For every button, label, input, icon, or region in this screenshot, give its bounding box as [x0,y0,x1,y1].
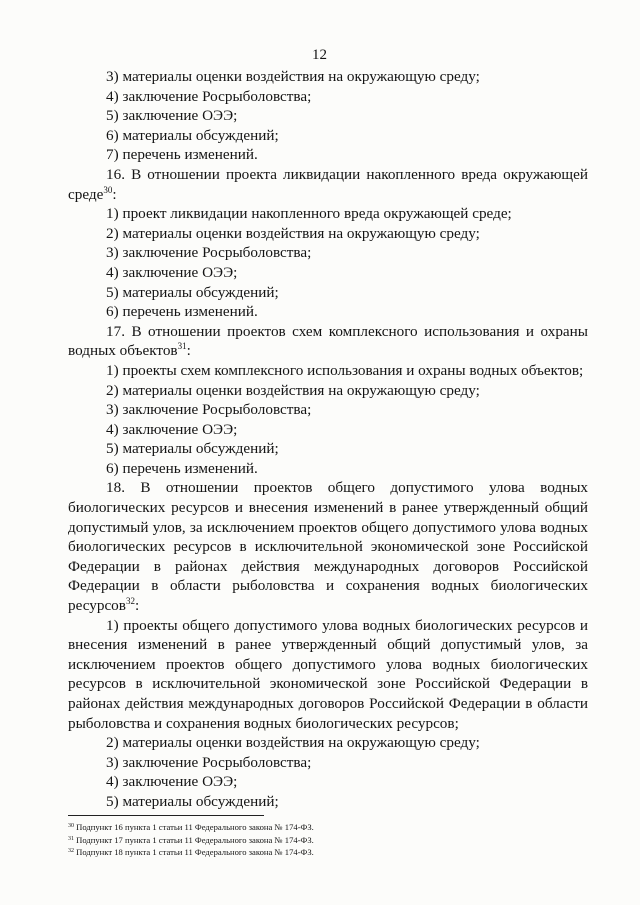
list-item: 3) заключение Росрыболовства; [106,244,312,262]
list-item: 5) материалы обсуждений; [106,440,279,458]
list-item: 4) заключение ОЭЭ; [106,420,238,438]
list-item: 2) материалы оценки воздействия на окружающую среду; [106,224,480,242]
clause-16: 16. В отношении проекта ликвидации накопленного вреда окружающей среде$^{30}$: [68,165,588,203]
footnote: $^{30}$ Подпункт 16 пункта 1 статьи 11 Федерального закона № 174-ФЗ. [68,822,314,832]
list-item: 1) проект ликвидации накопленного вреда окружающей среде; [106,205,512,223]
list-item: 1) проекты общего допустимого улова водных биологических ресурсов и внесения изменений в ранее утвержденный общий допустимый улов, за исключением проектов общего допустимого улова водных биологических ресурсов в исключительной экономической зоне Российской Федерации в районах действия международных договоров Российской Федерации в области рыболовства и сохранения водных биологических ресурсов; [68,616,588,732]
footnote-ref-30: 30 [103,184,113,195]
list-item: 2) материалы оценки воздействия на окружающую среду; [106,381,480,399]
list-item: 2) материалы оценки воздействия на окружающую среду; [106,734,480,752]
footnote: $^{32}$ Подпункт 18 пункта 1 статьи 11 Федерального закона № 174-ФЗ. [68,847,314,858]
footnotes [68,821,314,859]
list-item: 4) заключение ОЭЭ; [106,773,238,791]
list-item: 6) перечень изменений. [106,459,258,477]
document-body [68,67,588,812]
clause-18: 18. В отношении проектов общего допустимого улова водных биологических ресурсов и внесения изменений в ранее утвержденный общий допустимый улов, за исключением проектов общего допустимого улова водных биологических ресурсов в исключительной экономической зоне Российской Федерации в районах действия международных договоров Российской Федерации в области рыболовства и сохранения водных биологических ресурсов$^{32}$: [68,479,588,615]
list-item: 4) заключение Росрыболовства; [106,87,312,105]
list-item: 5) материалы обсуждений; [106,283,279,301]
list-item: 7) перечень изменений. [106,146,258,164]
footnote: $^{31}$ Подпункт 17 пункта 1 статьи 11 Федерального закона № 174-ФЗ. [68,834,314,845]
footnote-ref-32: 32 [125,596,135,607]
list-item: 3) материалы оценки воздействия на окружающую среду; [106,68,480,85]
clause-17: 17. В отношении проектов схем комплексного использования и охраны водных объектов$^{31}$: [68,322,588,360]
list-item: 1) проекты схем комплексного использования и охраны водных объектов; [106,361,584,379]
footnote-divider [68,815,264,816]
list-item: 6) перечень изменений. [106,303,258,321]
list-item: 3) заключение Росрыболовства; [106,753,312,771]
list-item: 6) материалы обсуждений; [106,126,279,144]
page-number: 12 [312,47,327,63]
list-item: 3) заключение Росрыболовства; [106,401,312,419]
footnote-ref-31: 31 [177,341,187,352]
list-item: 5) заключение ОЭЭ; [106,107,238,125]
list-item: 5) материалы обсуждений; [106,792,279,810]
list-item: 4) заключение ОЭЭ; [106,263,238,281]
